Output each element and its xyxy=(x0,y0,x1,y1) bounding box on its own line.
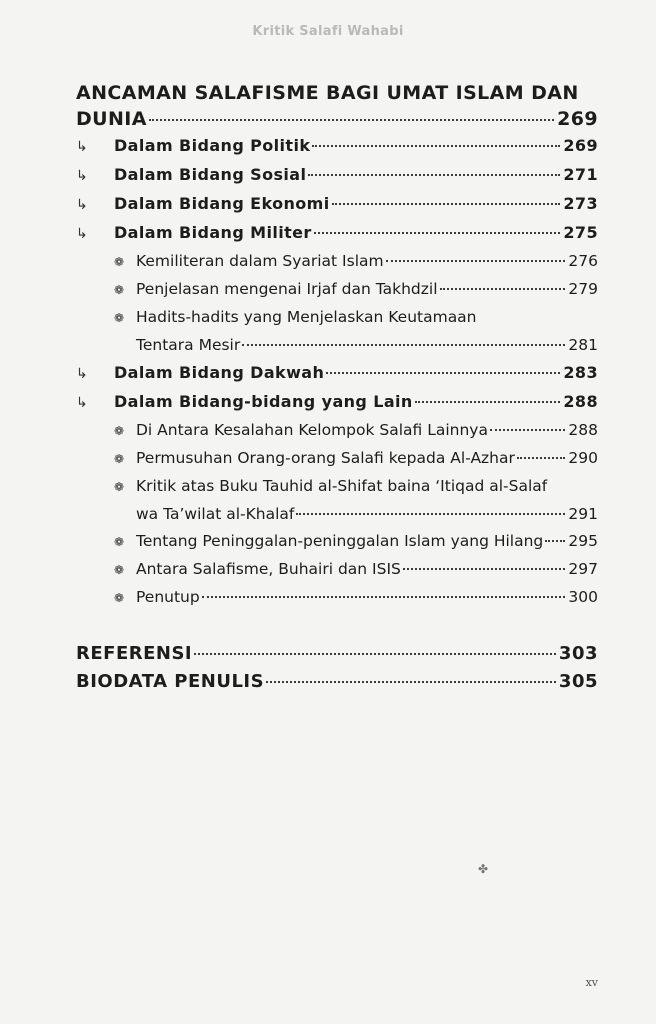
end-matter xyxy=(76,640,598,696)
chapter-entry xyxy=(76,80,598,132)
chapter-page-number: 269 xyxy=(557,108,598,130)
arrow-bullet-icon: ↳ xyxy=(76,197,89,213)
entry-page-number: 291 xyxy=(568,505,598,523)
leader-dots xyxy=(332,203,561,205)
entry-page-number: 283 xyxy=(563,363,598,382)
toc-subentry xyxy=(114,584,598,612)
leader-dots xyxy=(308,174,560,176)
entry-page-number: 269 xyxy=(563,136,598,155)
entry-page-number: 271 xyxy=(563,165,598,184)
entry-label: Antara Salafisme, Buhairi dan ISIS xyxy=(136,560,401,578)
entry-page-number: 290 xyxy=(568,449,598,467)
entry-label: Penjelasan mengenai Irjaf dan Takhdzil xyxy=(136,280,438,298)
flower-bullet-icon: ❁ xyxy=(114,311,125,325)
entry-label: BIODATA PENULIS xyxy=(76,671,265,692)
toc-subentry xyxy=(114,417,598,445)
toc-section-entry xyxy=(76,190,598,219)
leader-dots xyxy=(242,344,565,346)
entry-page-number: 297 xyxy=(568,560,598,578)
table-of-contents xyxy=(76,80,598,696)
entry-label: Penutup xyxy=(136,588,200,606)
leader-dots xyxy=(440,288,566,290)
arrow-bullet-icon: ↳ xyxy=(76,366,89,382)
toc-subentry xyxy=(114,276,598,304)
arrow-bullet-icon: ↳ xyxy=(76,139,89,155)
arrow-bullet-icon: ↳ xyxy=(76,395,89,411)
leader-dots xyxy=(296,513,565,515)
entry-page-number: 300 xyxy=(568,588,598,606)
entry-label: Di Antara Kesalahan Kelompok Salafi Lainnya xyxy=(136,421,488,439)
entry-label: Dalam Bidang Politik xyxy=(114,136,311,155)
entry-label: Tentang Peninggalan-peninggalan Islam yang Hilang xyxy=(136,532,544,550)
entry-label: Dalam Bidang Dakwah xyxy=(114,363,325,382)
entry-label-line2: wa Ta’wilat al-Khalaf xyxy=(136,505,295,523)
toc-subentry-group xyxy=(76,248,598,359)
leader-dots xyxy=(386,260,566,262)
toc-end-entry xyxy=(76,640,598,668)
leader-dots xyxy=(517,457,566,459)
entry-page-number: 279 xyxy=(568,280,598,298)
arrow-bullet-icon: ↳ xyxy=(76,168,89,184)
leader-dots xyxy=(415,401,561,403)
entry-label: Dalam Bidang Sosial xyxy=(114,165,307,184)
leader-dots xyxy=(545,540,565,542)
running-head: Kritik Salafi Wahabi xyxy=(252,24,404,39)
flower-bullet-icon: ❁ xyxy=(114,452,125,466)
toc-section-entry xyxy=(76,219,598,248)
toc-subentry xyxy=(114,556,598,584)
page-folio: xv xyxy=(585,976,598,989)
toc-section-entry xyxy=(76,359,598,388)
toc-subentry xyxy=(114,528,598,556)
toc-end-entry xyxy=(76,668,598,696)
chapter-title-line2: DUNIA xyxy=(76,108,147,130)
toc-subentry xyxy=(114,248,598,276)
flower-bullet-icon: ❁ xyxy=(114,283,125,297)
entry-label: REFERENSI xyxy=(76,643,193,664)
entry-label: Permusuhan Orang-orang Salafi kepada Al-Azhar xyxy=(136,449,515,467)
toc-subentry-group xyxy=(76,417,598,612)
leader-dots xyxy=(266,681,556,683)
entry-label-line1: Hadits-hadits yang Menjelaskan Keutamaan xyxy=(136,308,477,326)
entry-page-number: 275 xyxy=(563,223,598,242)
entry-label-line1: Kritik atas Buku Tauhid al-Shifat baina ‘Itiqad al-Salaf xyxy=(136,477,548,495)
leader-dots xyxy=(490,429,565,431)
flower-bullet-icon: ❁ xyxy=(114,480,125,494)
flower-bullet-icon: ❁ xyxy=(114,535,125,549)
toc-section-entry xyxy=(76,132,598,161)
toc-section-entry xyxy=(76,161,598,190)
flower-bullet-icon: ❁ xyxy=(114,424,125,438)
toc-section-entry xyxy=(76,388,598,417)
flower-bullet-icon: ❁ xyxy=(114,255,125,269)
leader-dots xyxy=(314,232,561,234)
leader-dots xyxy=(312,145,560,147)
chapter-title-line1: ANCAMAN SALAFISME BAGI UMAT ISLAM DAN xyxy=(76,82,579,104)
entry-page-number: 305 xyxy=(558,671,598,692)
leader-dots xyxy=(403,568,566,570)
entry-page-number: 273 xyxy=(563,194,598,213)
entry-page-number: 276 xyxy=(568,252,598,270)
entry-label: Kemiliteran dalam Syariat Islam xyxy=(136,252,384,270)
leader-dots xyxy=(194,653,556,655)
flower-bullet-icon: ❁ xyxy=(114,563,125,577)
toc-subentry xyxy=(114,445,598,473)
entry-label: Dalam Bidang Ekonomi xyxy=(114,194,330,213)
entry-page-number: 281 xyxy=(568,336,598,354)
entry-page-number: 303 xyxy=(558,643,598,664)
toc-subentry xyxy=(114,304,598,359)
ornament-icon: ✤ xyxy=(478,862,489,876)
leader-dots xyxy=(202,596,566,598)
entry-label: Dalam Bidang-bidang yang Lain xyxy=(114,392,413,411)
arrow-bullet-icon: ↳ xyxy=(76,226,89,242)
entry-page-number: 288 xyxy=(563,392,598,411)
entry-page-number: 288 xyxy=(568,421,598,439)
leader-dots xyxy=(149,119,554,121)
toc-subentry xyxy=(114,473,598,528)
entry-label-line2: Tentara Mesir xyxy=(136,336,241,354)
entry-page-number: 295 xyxy=(568,532,598,550)
entry-label: Dalam Bidang Militer xyxy=(114,223,312,242)
flower-bullet-icon: ❁ xyxy=(114,591,125,605)
leader-dots xyxy=(326,372,560,374)
